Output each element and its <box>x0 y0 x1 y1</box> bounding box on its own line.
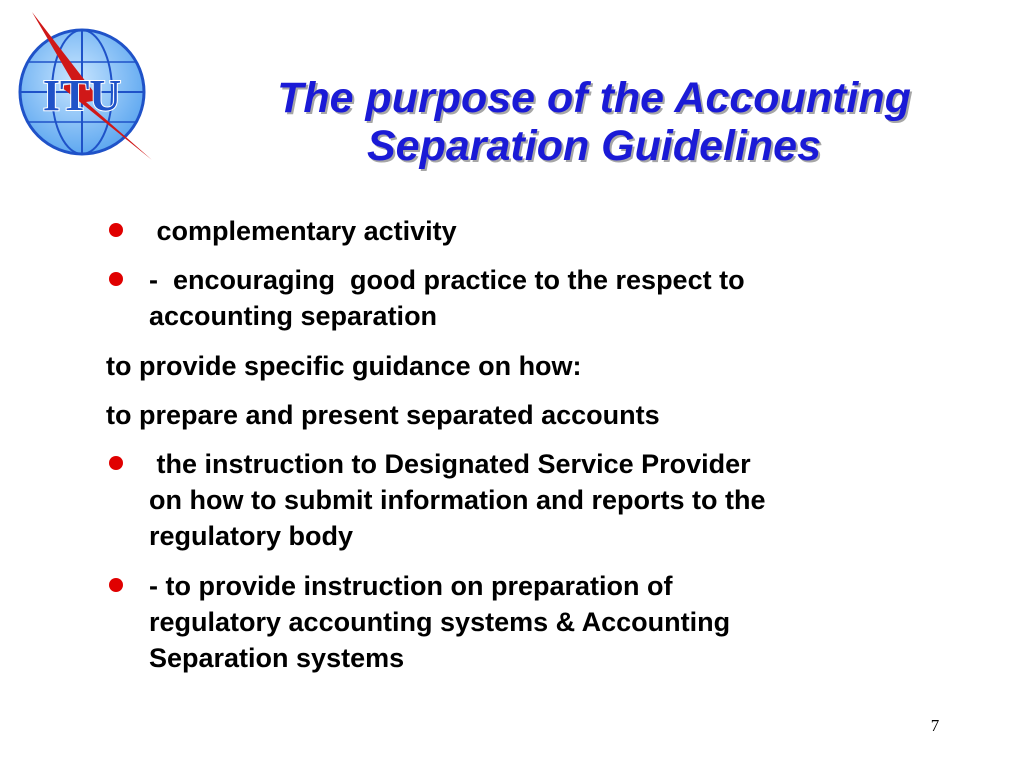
item-text-line: accounting separation <box>149 301 438 331</box>
bullet-icon <box>109 223 123 237</box>
page-number: 7 <box>930 716 940 735</box>
logo-text: ITU <box>42 71 122 120</box>
bullet-icon <box>109 272 123 286</box>
item-text-line: - encouraging good practice to the respect to <box>149 265 745 295</box>
item-text-line: - to provide instruction on preparation of <box>149 571 673 601</box>
item-text-line: complementary activity <box>149 216 457 246</box>
bullet-icon <box>109 578 123 592</box>
item-text-line: regulatory accounting systems & Accounting <box>149 607 731 637</box>
item-text-line: regulatory body <box>149 521 354 551</box>
title-line: The purpose of the Accounting <box>277 74 911 122</box>
item-text-line: to prepare and present separated accounts <box>106 400 660 430</box>
bullet-icon <box>109 456 123 470</box>
item-text-line: Separation systems <box>149 643 405 673</box>
item-text-line: the instruction to Designated Service Provider <box>149 449 751 479</box>
title-line: Separation Guidelines <box>367 122 821 170</box>
item-text-line: to provide specific guidance on how: <box>106 351 582 381</box>
item-text-line: on how to submit information and reports to the <box>149 485 766 515</box>
